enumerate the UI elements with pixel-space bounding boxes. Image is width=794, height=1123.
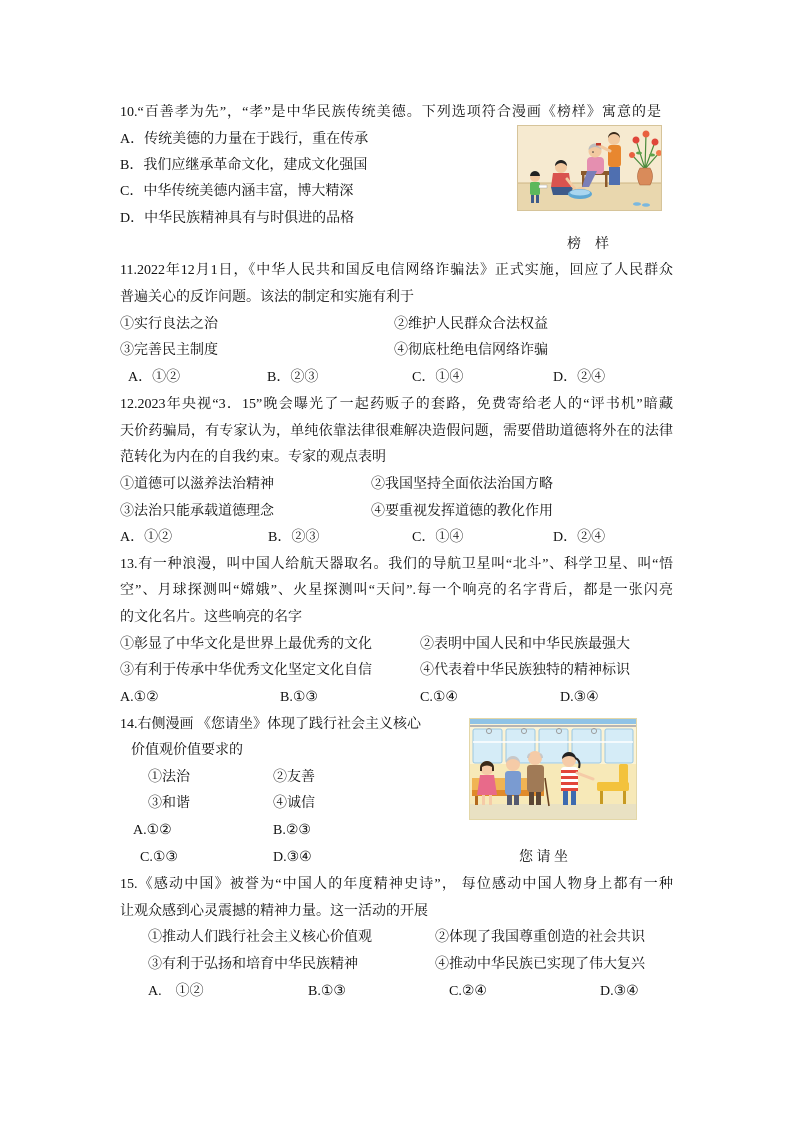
q14-image-caption: 您 请 坐 [519,850,568,865]
q15-option-b: B.①③ [308,984,346,999]
q13-option-b: B.①③ [280,690,318,705]
q10-option-a: A．传统美德的力量在于践行，重在传承 [120,132,369,147]
q12-statement-2: ②我国坚持全面依法治国方略 [371,477,553,492]
q12-statement-1: ①道德可以滋养法治精神 [120,477,274,492]
q13-stem-line-2: 空”、月球探测叫“嫦娥”、火星探测叫“天问”.每一个响亮的名字背后，都是一张闪亮 [120,583,673,598]
bus-windows [473,729,633,763]
q14-option-d: D.③④ [273,850,312,865]
q15-statement-3: ③有利于弘扬和培育中华民族精神 [148,957,358,972]
q12-option-c: C．①④ [412,530,464,545]
q11-statement-2: ②维护人民群众合法权益 [394,317,548,332]
q13-statement-2: ②表明中国人民和中华民族最强大 [420,637,630,652]
q14-stem-line-1: 14.右侧漫画 《您请坐》体现了践行社会主义核心 [120,717,421,732]
q14-option-b: B.②③ [273,823,311,838]
q11-option-b: B．②③ [267,370,319,385]
q11-statement-1: ①实行良法之治 [120,317,218,332]
q12-option-a: A．①② [120,530,173,545]
q13-statement-3: ③有利于传承中华优秀文化坚定文化自信 [120,663,372,678]
q12-stem-line-2: 天价药骗局，有专家认为，单纯依靠法律很难解决造假问题，需要借助道德将外在的法律 [120,424,673,439]
ninqingzuo-cartoon [469,718,637,820]
q10-stem: 10.“百善孝为先”，“孝”是中华民族传统美德。下列选项符合漫画《榜样》寓意的是 [120,105,661,120]
wash-basin [568,189,592,199]
q11-option-c: C．①④ [412,370,464,385]
q12-stem-line-3: 范转化为内在的自我约束。专家的观点表明 [120,450,386,465]
q14-statement-1: ①法治 [148,770,190,785]
q15-option-d: D.③④ [600,984,639,999]
q13-statement-1: ①彰显了中华文化是世界上最优秀的文化 [120,637,372,652]
q15-option-a: A. ①② [148,984,204,999]
q14-stem-line-2: 价值观价值要求的 [131,743,243,758]
q12-option-d: D．②④ [553,530,606,545]
q14-option-a: A.①② [133,823,172,838]
q12-option-b: B．②③ [268,530,320,545]
q14-statement-3: ③和谐 [148,796,190,811]
q10-option-d: D．中华民族精神具有与时俱进的品格 [120,211,355,226]
q10-image-caption: 榜 样 [567,237,609,252]
q14-statement-4: ④诚信 [273,796,315,811]
q12-statement-3: ③法治只能承载道德理念 [120,504,274,519]
q11-statement-3: ③完善民主制度 [120,343,218,358]
q13-stem-line-1: 13.有一种浪漫，叫中国人给航天器取名。我们的导航卫星叫“北斗”、科学卫星、叫“悟 [120,557,673,572]
q15-statement-2: ②体现了我国尊重创造的社会共识 [435,930,645,945]
q13-option-d: D.③④ [560,690,599,705]
q14-option-c: C.①③ [140,850,178,865]
q12-statement-4: ④要重视发挥道德的教化作用 [371,504,553,519]
q15-statement-4: ④推动中华民族已实现了伟大复兴 [435,957,645,972]
q10-option-c: C．中华传统美德内涵丰富，博大精深 [120,184,354,199]
q12-stem-line-1: 12.2023年央视“3．15”晚会曝光了一起药贩子的套路，免费寄给老人的“评书机”暗藏 [120,397,673,412]
q15-statement-1: ①推动人们践行社会主义核心价值观 [148,930,372,945]
q15-stem-line-1: 15.《感动中国》被誉为“中国人的年度精神史诗”， 每位感动中国人物身上都有一种 [120,877,673,892]
q13-statement-4: ④代表着中华民族独特的精神标识 [420,663,630,678]
q15-option-c: C.②④ [449,984,487,999]
q13-stem-line-3: 的文化名片。这些响亮的名字 [120,610,302,625]
q11-option-a: A．①② [128,370,181,385]
q10-option-b: B．我们应继承革命文化，建成文化强国 [120,158,368,173]
q11-stem-line-1: 11.2022年12月1日，《中华人民共和国反电信网络诈骗法》正式实施，回应了人民群众 [120,263,673,278]
q14-statement-2: ②友善 [273,770,315,785]
q11-stem-line-2: 普遍关心的反诈问题。该法的制定和实施有利于 [120,290,414,305]
q11-option-d: D．②④ [553,370,606,385]
q13-option-c: C.①④ [420,690,458,705]
bangyang-cartoon [517,125,662,211]
q15-stem-line-2: 让观众感到心灵震撼的精神力量。这一活动的开展 [120,904,428,919]
q11-statement-4: ④彻底杜绝电信网络诈骗 [394,343,548,358]
q13-option-a: A.①② [120,690,159,705]
